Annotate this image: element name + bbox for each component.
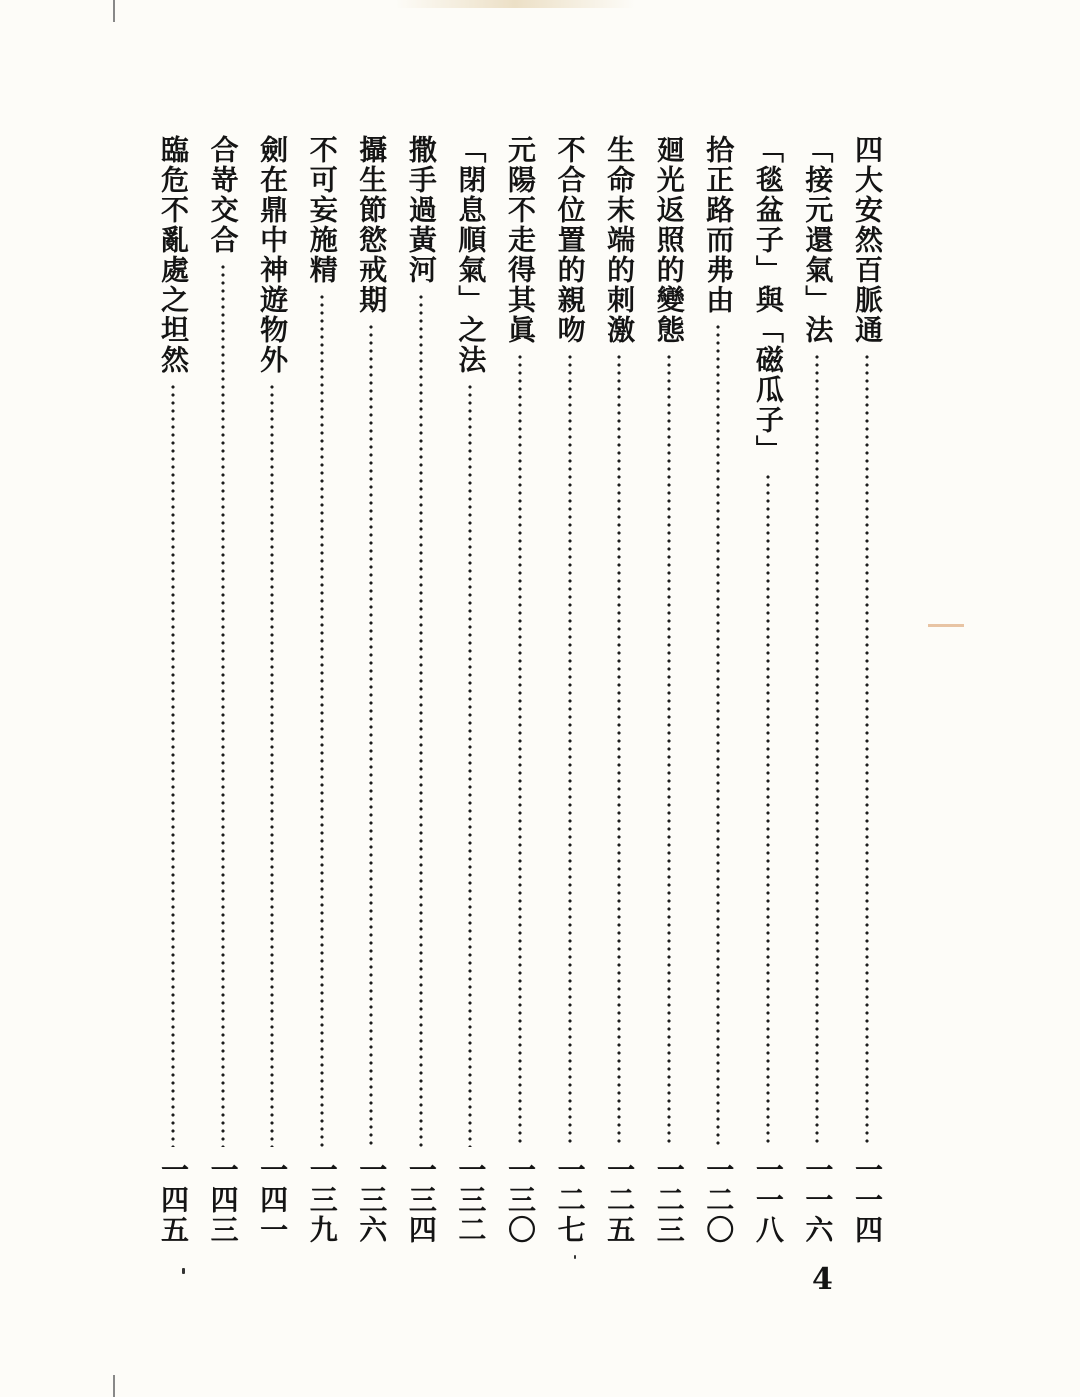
- toc-entry: [547, 135, 593, 1245]
- toc-entry: [200, 135, 246, 1245]
- toc-entry-page: 一四五: [157, 1155, 190, 1245]
- toc-entry: [695, 135, 741, 1245]
- dot-leader: [716, 323, 720, 1147]
- toc-entry-title: 不合位置的親吻: [553, 135, 587, 345]
- toc-entry-page: 一二〇: [702, 1155, 736, 1245]
- toc-entry-title: 不可妄施精: [305, 135, 339, 285]
- toc-entry: [348, 135, 394, 1245]
- toc-entry-page: 一二三: [652, 1155, 686, 1245]
- toc-entry: [646, 135, 692, 1245]
- toc-entry: [447, 135, 493, 1245]
- toc-entry-title: 撒手過黃河: [404, 135, 438, 285]
- toc-entry: [398, 135, 444, 1245]
- dot-leader: [221, 263, 225, 1147]
- toc-entry: [844, 135, 890, 1245]
- dot-leader: [815, 353, 819, 1147]
- dot-leader: [171, 383, 175, 1147]
- ink-speck: [574, 1255, 576, 1259]
- dot-leader: [568, 353, 572, 1147]
- toc-entry-page: 一一四: [851, 1155, 884, 1245]
- toc-entry-page: 一三四: [404, 1155, 438, 1245]
- toc-entry-title: 攝生節慾戒期: [355, 135, 389, 315]
- toc-entry-title: 「接元還氣」法: [801, 135, 835, 345]
- table-of-contents: [150, 135, 890, 1245]
- toc-entry: [249, 135, 295, 1245]
- toc-entry-title: 臨危不亂處之坦然: [157, 135, 190, 375]
- toc-entry: [596, 135, 642, 1245]
- page-number: 4: [812, 1262, 833, 1297]
- toc-entry-title: 劍在鼎中神遊物外: [256, 135, 290, 375]
- scan-edge-mark: [113, 0, 115, 22]
- toc-entry: [745, 135, 791, 1245]
- dot-leader: [419, 293, 423, 1147]
- dot-leader: [270, 383, 274, 1147]
- dot-leader: [766, 473, 770, 1147]
- paper-stain: [395, 0, 635, 8]
- toc-entry: [497, 135, 543, 1245]
- dot-leader: [369, 323, 373, 1147]
- toc-entry-page: 一一六: [801, 1155, 835, 1245]
- toc-entry: [794, 135, 840, 1245]
- toc-entry-page: 一四三: [206, 1155, 240, 1245]
- paper-stain: [928, 624, 964, 627]
- toc-entry-title: 「毯盆子」與「磁瓜子」: [751, 135, 785, 465]
- toc-entry-title: 元陽不走得其眞: [504, 135, 537, 345]
- toc-entry-page: 一二五: [603, 1155, 637, 1245]
- toc-entry-title: 四大安然百脈通: [851, 135, 884, 345]
- toc-entry-title: 廻光返照的變態: [652, 135, 686, 345]
- dot-leader: [468, 383, 472, 1147]
- toc-entry-page: 一三九: [305, 1155, 339, 1245]
- scan-edge-mark: [113, 1375, 115, 1397]
- toc-entry-page: 一三〇: [504, 1155, 537, 1245]
- dot-leader: [667, 353, 671, 1147]
- dot-leader: [865, 353, 869, 1147]
- toc-entry-page: 一三二: [454, 1155, 488, 1245]
- toc-entry: [299, 135, 345, 1245]
- toc-entry-title: 「閉息順氣」之法: [454, 135, 488, 375]
- toc-entry-page: 一一八: [751, 1155, 785, 1245]
- toc-entry-title: 生命末端的刺激: [603, 135, 637, 345]
- toc-entry-title: 合嵜交合: [206, 135, 240, 255]
- toc-entry-page: 一三六: [355, 1155, 389, 1245]
- dot-leader: [617, 353, 621, 1147]
- toc-entry-page: 一四一: [256, 1155, 290, 1245]
- dot-leader: [320, 293, 324, 1147]
- toc-entry: [150, 135, 196, 1245]
- toc-entry-title: 拾正路而弗由: [702, 135, 736, 315]
- dot-leader: [518, 353, 522, 1147]
- toc-entry-page: 一二七: [553, 1155, 587, 1245]
- ink-speck: [182, 1268, 185, 1274]
